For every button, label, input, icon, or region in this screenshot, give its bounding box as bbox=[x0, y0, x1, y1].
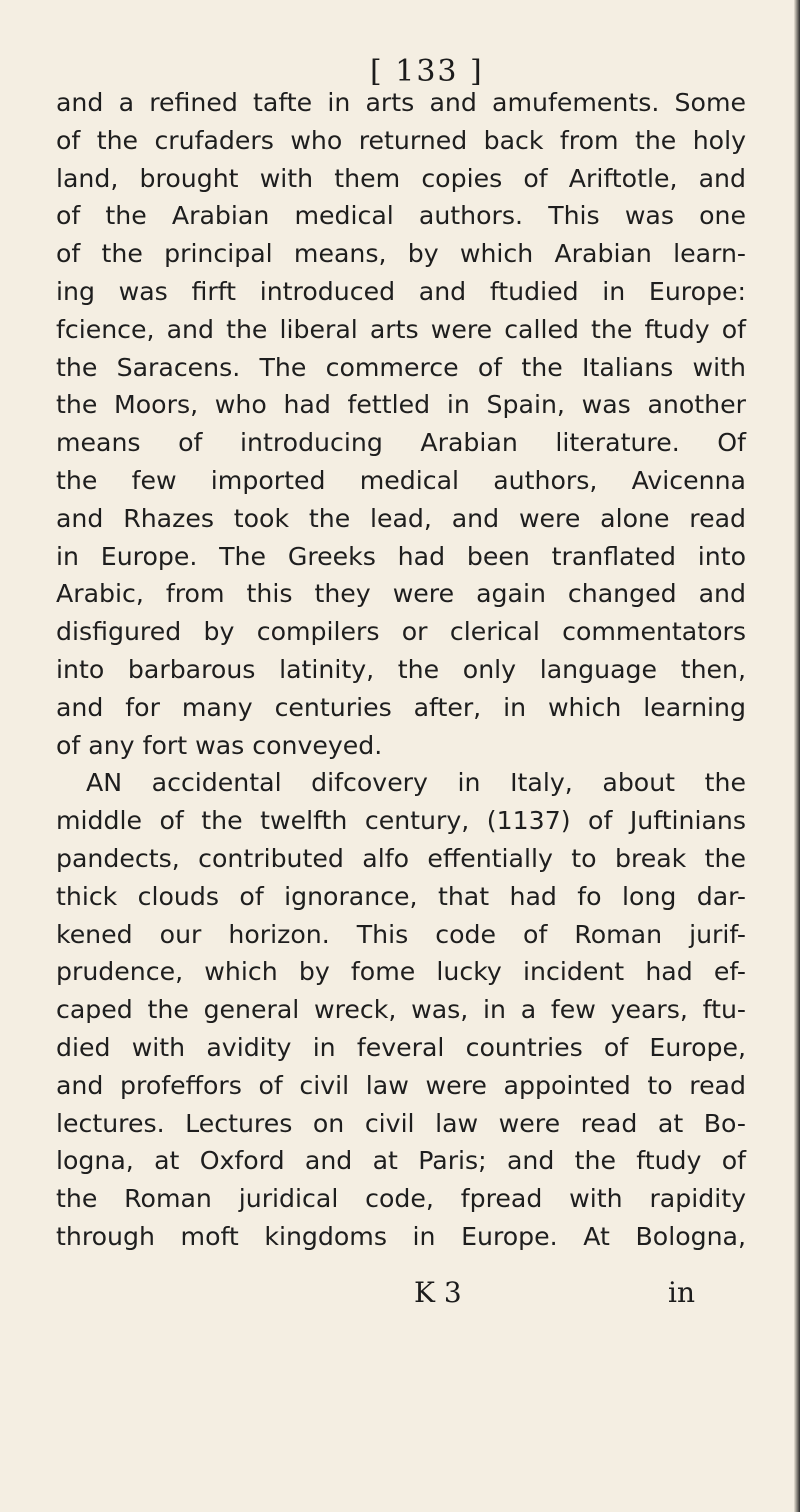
text-line: died with avidity in feveral countries of Europe, bbox=[56, 1032, 746, 1062]
text-line: means of introducing Arabian literature. Of bbox=[56, 428, 746, 458]
text-line: land, brought with them copies of Ariftotle, and bbox=[56, 163, 746, 193]
text-line: into barbarous latinity, the only language then, bbox=[56, 654, 746, 684]
text-line: prudence, which by fome lucky incident had ef- bbox=[56, 957, 746, 987]
text-line: AN accidental difcovery in Italy, about the bbox=[86, 768, 746, 798]
text-line: in Europe. The Greeks had been tranflated into bbox=[56, 541, 746, 571]
text-line: the few imported medical authors, Avicenna bbox=[56, 465, 746, 495]
text-line: of any fort was conveyed. bbox=[56, 730, 383, 760]
text-line: and a refined tafte in arts and amufements. Some bbox=[56, 88, 746, 117]
text-line: of the Arabian medical authors. This was one bbox=[56, 201, 746, 231]
text-line: logna, at Oxford and at Paris; and the ftudy of bbox=[56, 1146, 746, 1176]
text-line: fcience, and the liberal arts were called the ftudy of bbox=[56, 314, 746, 344]
text-line: disfigured by compilers or clerical commentators bbox=[56, 617, 746, 647]
page-footer bbox=[0, 1276, 800, 1316]
text-line: the Saracens. The commerce of the Italians with bbox=[56, 352, 746, 382]
text-line: of the crufaders who returned back from the holy bbox=[56, 125, 746, 155]
text-line: and Rhazes took the lead, and were alone read bbox=[56, 503, 746, 533]
body-text bbox=[56, 84, 746, 1256]
text-line: lectures. Lectures on civil law were read at Bo- bbox=[56, 1108, 746, 1138]
page-number-header: [ 133 ] bbox=[370, 54, 484, 89]
catchword: in bbox=[668, 1276, 695, 1309]
signature-mark: K 3 bbox=[414, 1276, 462, 1309]
text-line: and profeffors of civil law were appointed to read bbox=[56, 1070, 746, 1100]
text-line: caped the general wreck, was, in a few years, ftu- bbox=[56, 995, 746, 1025]
text-line: thick clouds of ignorance, that had fo long dar- bbox=[56, 881, 746, 911]
text-line: of the principal means, by which Arabian learn- bbox=[56, 239, 746, 269]
text-line: Arabic, from this they were again changed and bbox=[56, 579, 746, 609]
text-line: pandects, contributed alfo effentially to break the bbox=[56, 843, 746, 873]
text-line: ing was firft introduced and ftudied in Europe: bbox=[56, 276, 746, 306]
text-line: middle of the twelfth century, (1137) of Juftinians bbox=[56, 806, 746, 836]
text-line: the Roman juridical code, fpread with rapidity bbox=[56, 1184, 746, 1214]
text-line: and for many centuries after, in which learning bbox=[56, 692, 746, 722]
text-line: the Moors, who had fettled in Spain, was another bbox=[56, 390, 746, 420]
text-line: through moft kingdoms in Europe. At Bologna, bbox=[56, 1221, 746, 1251]
text-line: kened our horizon. This code of Roman jurif- bbox=[56, 919, 746, 949]
